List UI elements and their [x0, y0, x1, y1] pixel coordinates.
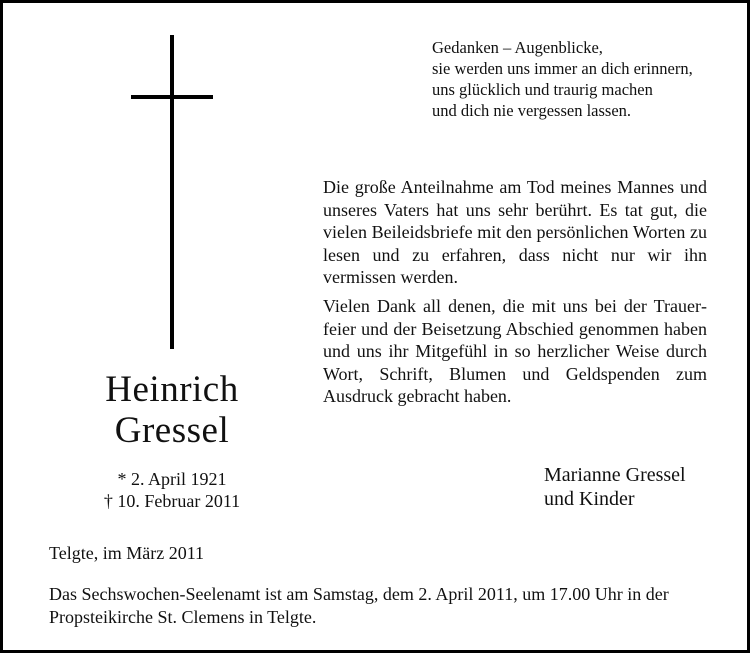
poem-line: sie werden uns immer an dich erinnern, [432, 59, 693, 78]
service-line-1: Das Sechswochen-Seelenamt ist am Samstag, dem 2. April 2011, um 17.00 Uhr in der [49, 584, 669, 604]
service-announcement [49, 583, 709, 628]
memorial-poem [432, 37, 732, 121]
cross-icon-bar [131, 95, 213, 99]
deceased-last-name: Gressel [114, 410, 230, 451]
poem-line: uns glücklich und traurig machen [432, 80, 653, 99]
signature-line-1: Marianne Gressel [544, 464, 686, 486]
thanks-paragraph-1: Die große Anteilnahme am Tod meines Mannes und unseres Vaters hat uns sehr berührt. Es tat gut, die vielen Beileidsbriefe mit den persönlichen Worten zu lesen und zu erfahren, dass nicht nur wir ihn vermissen werden. [323, 177, 707, 287]
birth-date: * 2. April 1921 [117, 469, 227, 489]
signature [544, 463, 734, 511]
place-and-date: Telgte, im März 2011 [49, 543, 205, 563]
death-date: † 10. Februar 2011 [103, 491, 241, 511]
deceased-first-name: Heinrich [105, 369, 239, 410]
deceased-name [63, 369, 281, 451]
life-dates [63, 468, 281, 512]
service-line-2: Propsteikirche St. Clemens in Telgte. [49, 606, 317, 627]
signature-line-2: und Kinder [544, 488, 635, 510]
poem-line: Gedanken – Augenblicke, [432, 38, 603, 57]
thanks-paragraph-2: Vielen Dank all denen, die mit uns bei der Trauerfeier und der Beisetzung Abschied genommen haben und uns ihr Mitgefühl in so herzlicher Weise durch Wort, Schrift, Blumen und Geldspenden zum Ausdruck gebracht haben. [323, 296, 707, 406]
poem-line: und dich nie vergessen lassen. [432, 101, 632, 120]
cross-icon [170, 35, 174, 349]
